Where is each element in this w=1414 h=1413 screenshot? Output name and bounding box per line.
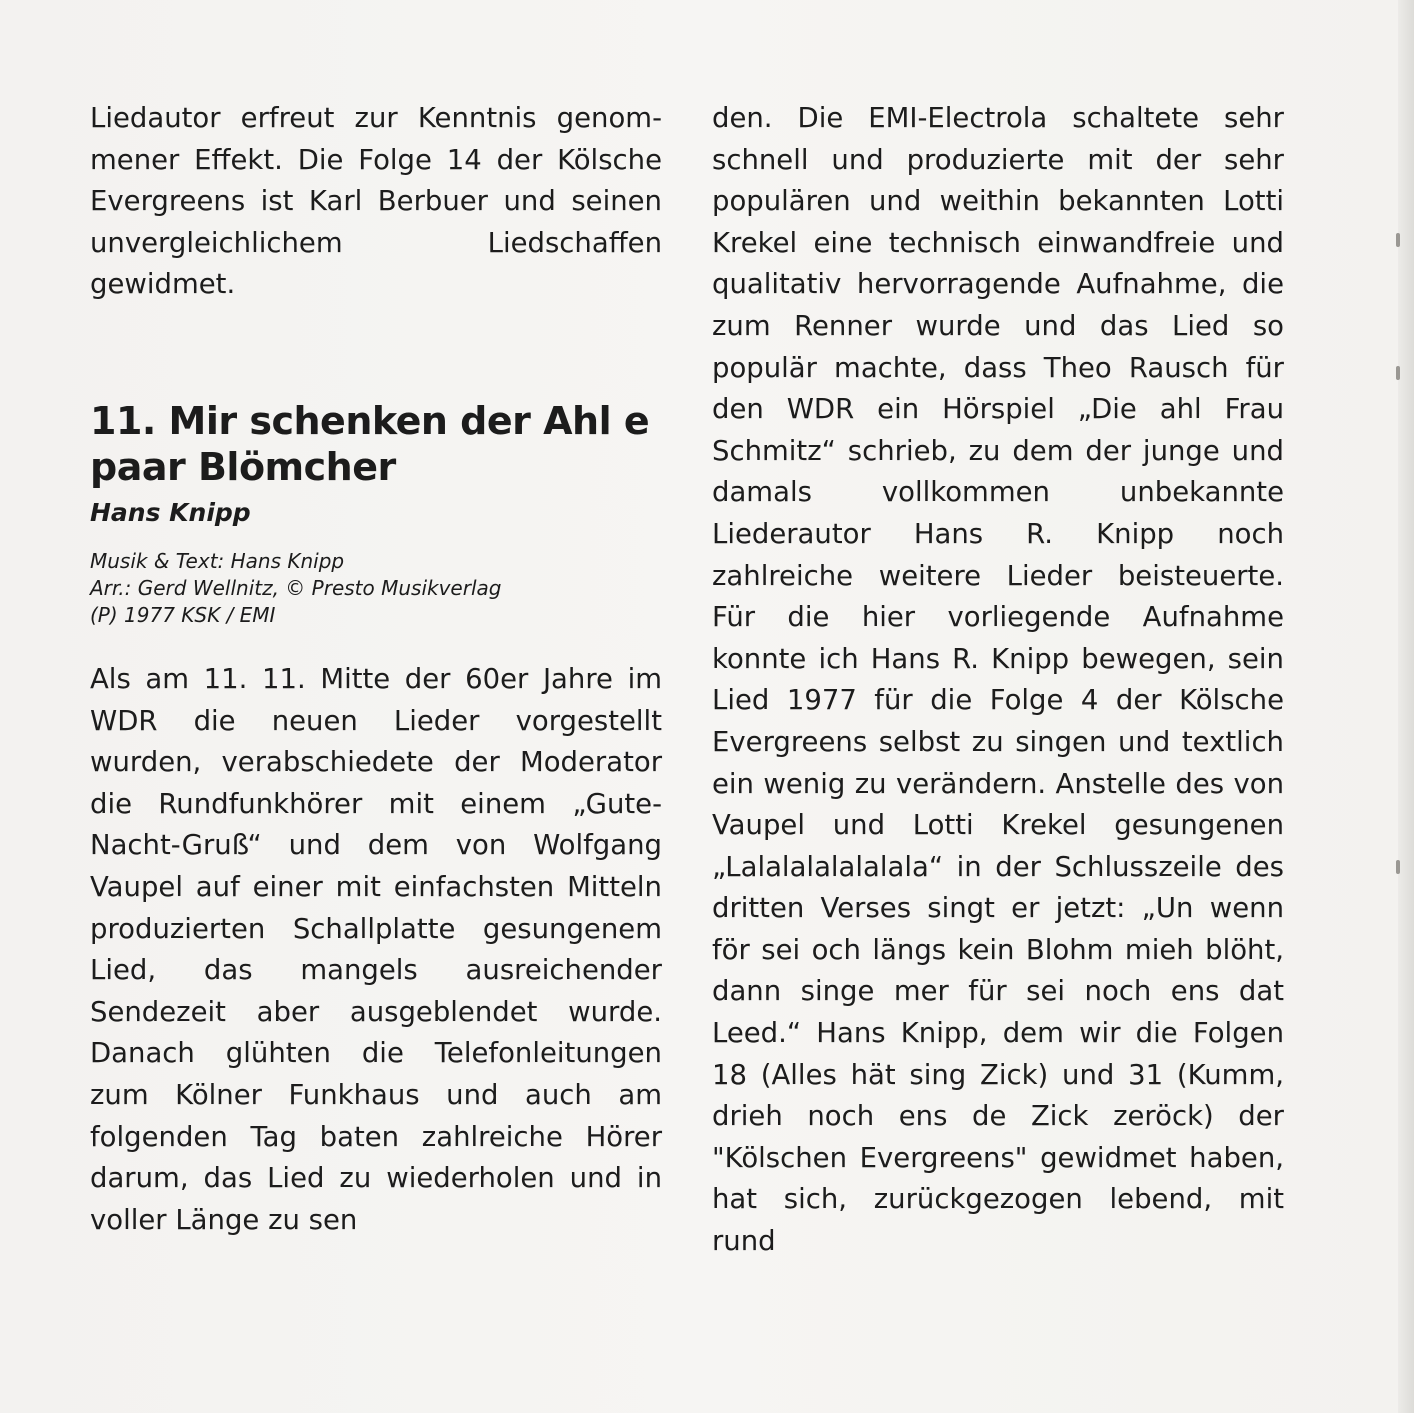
song-description-paragraph: Als am 11. 11. Mitte der 60er Jahre im WDR die neuen Lieder vorgestellt wurden, verabschiedete der Moderator die Rundfunkhörer mit einem „Gute-Nacht-Gruß“ und dem von Wolfgang Vaupel auf einer mit einfachsten Mitteln produzierten Schallplatte gesungenem Lied, das mangels ausreichender Sendezeit aber ausgeblendet wurde. Danach glühten die Telefonleitungen zum Kölner Funkhaus und auch am folgenden Tag baten zahlreiche Hörer darum, das Lied zu wiederholen und in voller Länge zu sen [90,662,662,1236]
page-edge [1398,0,1414,1413]
song-author: Hans Knipp [90,497,251,527]
binding-mark [1396,366,1400,380]
continued-paragraph: den. Die EMI-Electrola schaltete sehr schnell und produzierte mit der sehr populären und weithin bekannten Lotti Krekel eine technisch einwandfreie und qualitativ hervorragende Aufnahme, die zum Renner wurde und das Lied so populär machte, dass Theo Rausch für den WDR ein Hörspiel „Die ahl Frau Schmitz“ schrieb, zu dem der junge und damals vollkommen unbekannte Liederautor Hans R. Knipp noch zahlreiche weitere Lieder beisteuerte. Für die hier vorliegende Aufnahme konnte ich Hans R. Knipp bewegen, sein Lied 1977 für die Folge 4 der Kölsche Evergreens selbst zu singen und textlich ein wenig zu verändern. Anstelle des von Vaupel und Lotti Krekel gesungenen „Lalalalalalalala“ in der Schlusszeile des dritten Verses singt er jetzt: „Un wenn för sei och längs kein Blohm mieh blöht, dann singe mer für sei noch ens dat Leed.“ Hans Knipp, dem wir die Folgen 18 (Alles hät sing Zick) und 31 (Kumm, drieh noch ens de Zick zeröck) der "Kölschen Evergreens" gewidmet haben, hat sich, zurückgezogen lebend, mit rund [712,102,1284,1258]
left-column [90,98,662,1241]
right-column [712,98,1284,1263]
binding-mark [1396,233,1400,247]
song-credits [90,548,662,629]
binding-mark [1396,860,1400,874]
intro-paragraph: Liedautor erfreut zur Kenntnis genommener Effekt. Die Folge 14 der Kölsche Evergreens ist Karl Berbuer und seinen unvergleichlichem Liedschaffen gewidmet. [90,102,662,301]
credit-line-music-text: Musik & Text: Hans Knipp [90,548,345,573]
credit-line-phonogram: (P) 1977 KSK / EMI [90,602,276,627]
credit-line-arrangement: Arr.: Gerd Wellnitz, © Presto Musikverlag [90,575,502,600]
song-title: 11. Mir schenken der Ahl e paar Blömcher [90,398,650,489]
